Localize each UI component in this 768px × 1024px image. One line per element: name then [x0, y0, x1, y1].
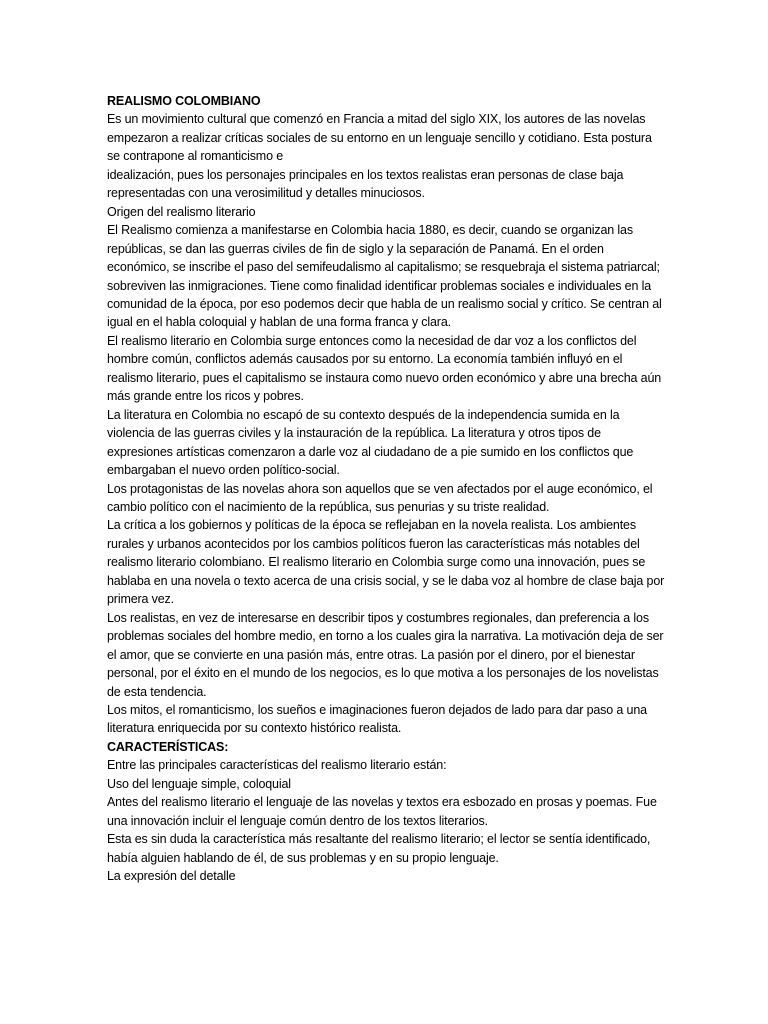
subheading-simple-language: Uso del lenguaje simple, coloquial [107, 776, 291, 791]
paragraph-intro: Es un movimiento cultural que comenzó en Francia a mitad del siglo XIX, los autores de las novelas empezaron a realizar críticas sociales de su entorno en un lenguaje sencillo y cotidiano. Esta postura se contrapone al romanticismo e [107, 112, 652, 164]
paragraph-critique: La crítica a los gobiernos y políticas de la época se reflejaban en la novela realista. Los ambientes rurales y urbanos acontecidos por los cambios políticos fueron las características más notables del realismo literario colombiano. El realismo literario en Colombia surge como una innovación, pues se hablaba en una novela o texto acerca de una crisis social, y se le daba voz al hombre de clase baja por primera vez. [107, 518, 665, 607]
subheading-detail-expression: La expresión del detalle [107, 869, 236, 884]
paragraph-origin-1880: El Realismo comienza a manifestarse en Colombia hacia 1880, es decir, cuando se organizan las repúblicas, se dan las guerras civiles de fin de siglo y la separación de Panamá. En el orden económico, se inscribe el paso del semifeudalismo al capitalismo; se resquebraja el sistema patriarcal; sobreviven las inmigraciones. Tiene como finalidad identificar problemas sociales e individuales en la comunidad de la época, por eso podemos decir que habla de un realismo social y crítico. Se centran al igual en el habla coloquial y hablan de una forma franca y clara. [107, 223, 662, 330]
paragraph-intro-continued: idealización, pues los personajes principales en los textos realistas eran personas de clase baja representadas con una verosimilitud y detalles minuciosos. [107, 167, 624, 201]
document-title: REALISMO COLOMBIANO [107, 94, 261, 108]
paragraph-myths: Los mitos, el romanticismo, los sueños e imaginaciones fueron dejados de lado para dar paso a una literatura enriquecida por su contexto histórico realista. [107, 702, 647, 736]
paragraph-protagonists: Los protagonistas de las novelas ahora son aquellos que se ven afectados por el auge económico, el cambio político con el nacimiento de la república, sus penurias y su triste realidad. [107, 481, 653, 514]
paragraph-common-man: El realismo literario en Colombia surge entonces como la necesidad de dar voz a los conflictos del hombre común, conflictos además causados por su entorno. La economía también influyó en el realismo literario, pues el capitalismo se instaura como nuevo orden económico y abre una brecha aún más grande entre los ricos y pobres. [107, 333, 662, 404]
paragraph-characteristics-intro: Entre las principales características del realismo literario están: [107, 758, 447, 773]
section-heading-characteristics: CARACTERÍSTICAS: [107, 739, 229, 754]
document-page [107, 92, 667, 885]
paragraph-realists: Los realistas, en vez de interesarse en describir tipos y costumbres regionales, dan preferencia a los problemas sociales del hombre medio, en torno a los cuales gira la narrativa. La motivación deja de ser el amor, que se convierte en una pasión más, entre otras. La pasión por el dinero, por el bienestar personal, por el éxito en el mundo de los negocios, es lo que motiva a los personajes de los novelistas de esta tendencia. [107, 610, 664, 699]
paragraph-reader-identified: Esta es sin duda la característica más resaltante del realismo literario; el lector se sentía identificado, había alguien hablando de él, de sus problemas y en su propio lenguaje. [107, 832, 651, 865]
paragraph-language-before: Antes del realismo literario el lenguaje de las novelas y textos era esbozado en prosas y poemas. Fue una innovación incluir el lenguaje común dentro de los textos literarios. [107, 795, 657, 828]
subheading-origin: Origen del realismo literario [107, 204, 256, 219]
paragraph-context: La literatura en Colombia no escapó de su contexto después de la independencia sumida en la violencia de las guerras civiles y la instauración de la república. La literatura y otros tipos de expresiones artísticas comenzaron a darle voz al ciudadano de a pie sumido en los conflictos que embargaban el nuevo orden político-social. [107, 407, 634, 478]
